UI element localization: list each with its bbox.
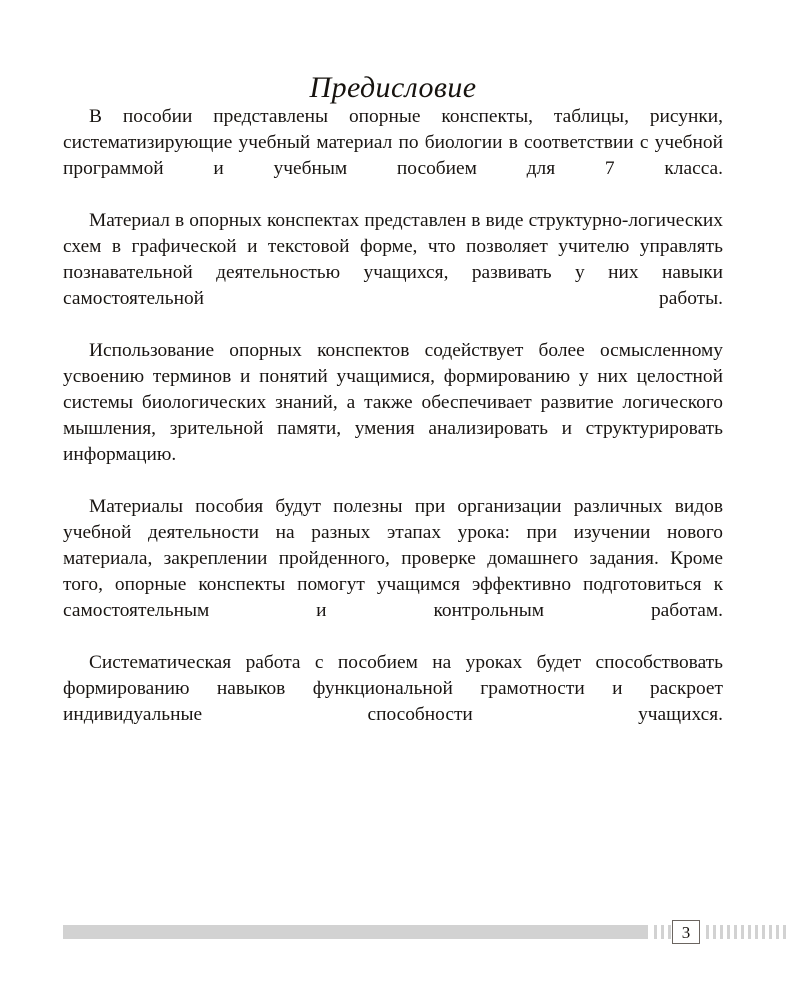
footer-tick [713, 925, 716, 939]
paragraph: Материалы пособия будут полезны при организации различных видов учебной деятельности на разных этапах урока: при изучении нового материала, закреплении пройденного, проверке домашнего задания. Кроме того, опорные конспекты помогут учащимся эффективно подготовиться к самостоятельным и контрольным работам. [63, 496, 723, 621]
footer-tick-group-right [706, 925, 786, 939]
page-number-label: 3 [681, 922, 691, 942]
paragraph: Материал в опорных конспектах представлен в виде структурно-логических схем в графической и текстовой форме, что позволяет учителю управлять познавательной деятельностью учащихся, развивать у них навыки самостоятельной работы. [63, 210, 723, 309]
page-title: Предисловие [309, 71, 477, 105]
paragraph: Систематическая работа с пособием на уроках будет способствовать формированию навыков функциональной грамотности и раскроет индивидуальные способности учащихся. [63, 652, 723, 725]
footer-decorative-bar [63, 925, 648, 939]
paragraph: В пособии представлены опорные конспекты, таблицы, рисунки, систематизирующие учебный материал по биологии в соответствии с учебной программой и учебным пособием для 7 класса. [63, 106, 723, 179]
footer-tick [734, 925, 737, 939]
footer-tick [727, 925, 730, 939]
paragraph: Использование опорных конспектов содействует более осмысленному усвоению терминов и понятий учащимися, формированию у них целостной системы биологических знаний, а также обеспечивает развитие логического мышления, зрительной памяти, умения анализировать и структурировать информацию. [63, 340, 723, 465]
footer-tick [706, 925, 709, 939]
footer-tick [741, 925, 744, 939]
footer-tick [668, 925, 671, 939]
footer-tick [720, 925, 723, 939]
footer-tick [776, 925, 779, 939]
body-text-column [63, 104, 723, 754]
page-number-box [672, 920, 700, 944]
footer-tick [654, 925, 657, 939]
footer-tick [755, 925, 758, 939]
footer-tick [661, 925, 664, 939]
footer-tick-group-left [654, 925, 671, 939]
page-footer [0, 922, 786, 947]
footer-tick [748, 925, 751, 939]
footer-tick [762, 925, 765, 939]
footer-tick [769, 925, 772, 939]
